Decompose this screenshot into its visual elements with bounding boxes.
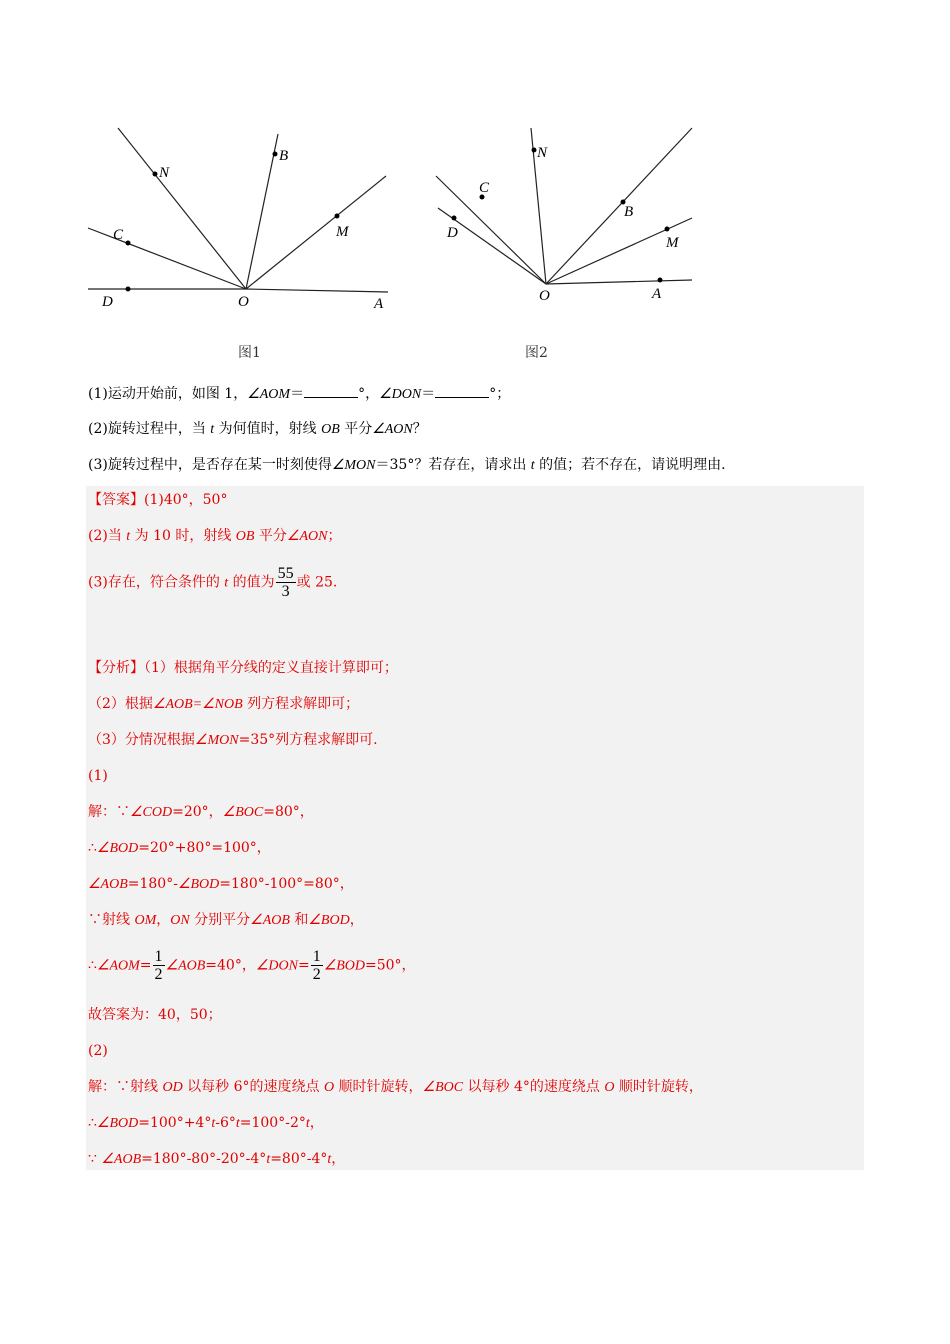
numerator: 1 <box>312 948 321 965</box>
denominator: 3 <box>281 583 290 600</box>
angle-bod: ∠BOD <box>96 1116 139 1131</box>
fraction-1-2 <box>153 948 165 983</box>
ray-ob-text: OB <box>235 529 255 544</box>
label-c: C <box>479 180 490 196</box>
answer-line-1: 【答案】(1)40°，50° <box>88 492 228 508</box>
degree-2: °； <box>489 386 511 402</box>
angle-aon: ∠AON <box>372 422 413 437</box>
angle-aob: ∠AOB <box>88 877 128 892</box>
text: ∴ <box>88 957 97 974</box>
solution-part-2: (2) <box>88 1043 108 1059</box>
text: ， <box>309 1115 324 1131</box>
text: 分别平分 <box>189 912 251 928</box>
numerator: 1 <box>154 948 163 965</box>
solution-line-7 <box>88 1077 703 1098</box>
label-m: M <box>666 235 679 251</box>
text: ∴ <box>88 1115 97 1131</box>
label-d: D <box>102 294 113 310</box>
point-o-text: O <box>323 1080 335 1095</box>
label-o: O <box>238 294 249 310</box>
text: =80°， <box>263 804 314 820</box>
text: =100°+4° <box>138 1115 212 1131</box>
text: ， <box>156 912 171 928</box>
label-m: M <box>336 224 349 240</box>
point-a <box>658 278 663 283</box>
question-2-mid: 为何值时，射线 <box>214 421 322 437</box>
label-n: N <box>537 145 548 161</box>
ray-od-text: OD <box>162 1080 183 1095</box>
text: =180°-100°=80°， <box>219 876 354 892</box>
answer-3-b: 的值为 <box>228 574 275 591</box>
answer-3-a: (3)存在，符合条件的 <box>88 574 225 591</box>
answer-line-2 <box>88 526 341 547</box>
text: =40°， <box>205 957 256 974</box>
text: ∵ <box>88 1151 102 1167</box>
answer-blank-2[interactable] <box>435 383 489 398</box>
solution-line-5 <box>88 948 416 983</box>
angle-expr: ∠AOB=∠NOB <box>152 697 243 712</box>
question-3-end: 的值；若不存在，请说明理由. <box>534 457 726 473</box>
text: =180°-80°-20°-4° <box>141 1151 267 1167</box>
question-3-prefix: (3)旋转过程中，是否存在某一时刻使得 <box>88 457 332 473</box>
question-1 <box>88 383 510 405</box>
angle-aob: ∠AOB <box>250 913 290 928</box>
ray-oa <box>246 289 388 292</box>
label-n: N <box>159 165 170 181</box>
ray-om-text: OM <box>134 913 157 928</box>
answer-2-d: ； <box>327 528 342 544</box>
angle-bod: ∠BOD <box>177 877 220 892</box>
point-d <box>126 287 131 292</box>
point-m <box>335 214 340 219</box>
figure-2-diagram <box>430 120 710 320</box>
var-t: t <box>327 1152 332 1167</box>
text: = <box>297 957 310 974</box>
angle-mon: ∠MON <box>331 458 376 473</box>
text: 以每秒 4°的速度绕点 <box>463 1079 605 1095</box>
solution-line-3 <box>88 874 354 895</box>
point-b <box>273 152 278 157</box>
denominator: 2 <box>154 966 163 983</box>
equals: ＝ <box>290 386 305 402</box>
label-o: O <box>539 288 550 304</box>
degree-1: °， <box>358 386 380 402</box>
figure-2-caption: 图2 <box>525 345 548 361</box>
angle-bod: ∠BOD <box>96 841 139 856</box>
question-2-end: ？ <box>412 421 427 437</box>
angle-cod: ∠COD <box>130 805 173 820</box>
solution-line-1 <box>88 802 314 823</box>
var-t: t <box>235 1116 240 1131</box>
ray-ob <box>246 134 278 289</box>
figure-1-caption: 图1 <box>238 345 261 361</box>
analysis-2-a: （2）根据 <box>88 696 153 712</box>
angle-aob: ∠AOB <box>165 958 206 974</box>
analysis-head: 【分析】（1）根据角平分线的定义直接计算即可； <box>88 660 398 676</box>
label-c: C <box>113 227 124 243</box>
point-o-text: O <box>604 1080 615 1095</box>
text: 解：∵ <box>88 804 130 820</box>
var-t: t <box>211 1116 216 1131</box>
var-t: t <box>530 458 535 473</box>
var-t: t <box>266 1152 271 1167</box>
angle-boc: ∠BOC <box>422 1080 464 1095</box>
solution-line-6: 故答案为：40，50； <box>88 1007 222 1023</box>
text: =50°， <box>365 957 416 974</box>
angle-boc: ∠BOC <box>222 805 264 820</box>
ray-oa <box>546 280 692 284</box>
angle-aob: ∠AOB <box>101 1152 142 1167</box>
text: 顺时针旋转， <box>334 1079 423 1095</box>
text: =80°-4° <box>270 1151 328 1167</box>
figure-1 <box>80 120 400 324</box>
answer-3-c: 或 25. <box>296 574 338 591</box>
ray-on-text: ON <box>170 913 190 928</box>
denominator: 2 <box>312 966 321 983</box>
point-c <box>126 241 131 246</box>
ray-ob-text: OB <box>321 422 340 437</box>
numerator: 55 <box>277 565 294 582</box>
label-b: B <box>624 204 634 220</box>
figure-2 <box>430 120 710 324</box>
angle-aon: ∠AON <box>286 529 328 544</box>
angle-mon: ∠MON <box>194 733 239 748</box>
answer-2-b: 为 10 时，射线 <box>130 528 236 544</box>
ray-ob <box>546 128 692 284</box>
text: =180°- <box>127 876 178 892</box>
question-3 <box>88 455 726 476</box>
question-3-mid: ＝35°？若存在，请求出 <box>375 457 531 473</box>
text: =100°-2° <box>239 1115 306 1131</box>
angle-don: ∠DON <box>379 387 422 402</box>
analysis-3-b: =35°列方程求解即可. <box>238 732 378 748</box>
solution-line-2 <box>88 838 271 859</box>
ray-om <box>246 176 386 289</box>
figure-1-diagram <box>80 120 400 320</box>
analysis-line-3 <box>88 730 378 751</box>
angle-bod: ∠BOD <box>323 958 366 974</box>
analysis-3-a: （3）分情况根据 <box>88 732 195 748</box>
text: ， <box>349 912 364 928</box>
answer-2-a: (2)当 <box>88 528 127 544</box>
angle-bod: ∠BOD <box>308 913 350 928</box>
point-d <box>452 216 457 221</box>
solution-line-8 <box>88 1113 324 1134</box>
label-a: A <box>374 296 384 312</box>
analysis-2-b: 列方程求解即可； <box>242 696 360 712</box>
solution-line-4 <box>88 910 364 931</box>
question-2 <box>88 419 427 440</box>
equals: ＝ <box>421 386 436 402</box>
fraction-1-2 <box>311 948 323 983</box>
text: ， <box>331 1151 346 1167</box>
angle-don: ∠DON <box>255 958 298 974</box>
fraction-55-3 <box>276 565 296 600</box>
solution-line-9 <box>88 1149 345 1170</box>
text: -6° <box>215 1115 236 1131</box>
text: 以每秒 6°的速度绕点 <box>182 1079 324 1095</box>
text: =20°， <box>172 804 223 820</box>
var-t: t <box>224 575 229 591</box>
answer-line-3 <box>88 565 337 600</box>
label-a: A <box>652 286 662 302</box>
text: 顺时针旋转， <box>614 1079 703 1095</box>
question-1-prefix: (1)运动开始前，如图 1， <box>88 386 248 402</box>
text: ∴ <box>88 840 97 856</box>
text: =20°+80°=100°， <box>138 840 271 856</box>
angle-aom: ∠AOM <box>96 958 140 974</box>
angle-aom: ∠AOM <box>247 387 291 402</box>
analysis-line-2 <box>88 694 359 715</box>
answer-2-c: 平分 <box>254 528 287 544</box>
text: 和 <box>289 912 309 928</box>
text: = <box>139 957 152 974</box>
text: 解：∵射线 <box>88 1079 163 1095</box>
question-2-mid2: 平分 <box>339 421 373 437</box>
point-n <box>153 172 158 177</box>
answer-blank-1[interactable] <box>304 383 358 398</box>
var-t: t <box>305 1116 310 1131</box>
label-d: D <box>447 225 458 241</box>
solution-part-1: (1) <box>88 768 108 784</box>
var-t: t <box>210 422 215 437</box>
point-m <box>665 227 670 232</box>
label-b: B <box>279 148 289 164</box>
ray-om <box>546 218 692 284</box>
var-t: t <box>126 529 131 544</box>
question-2-prefix: (2)旋转过程中，当 <box>88 421 211 437</box>
text: ∵射线 <box>88 912 135 928</box>
point-n <box>532 148 537 153</box>
